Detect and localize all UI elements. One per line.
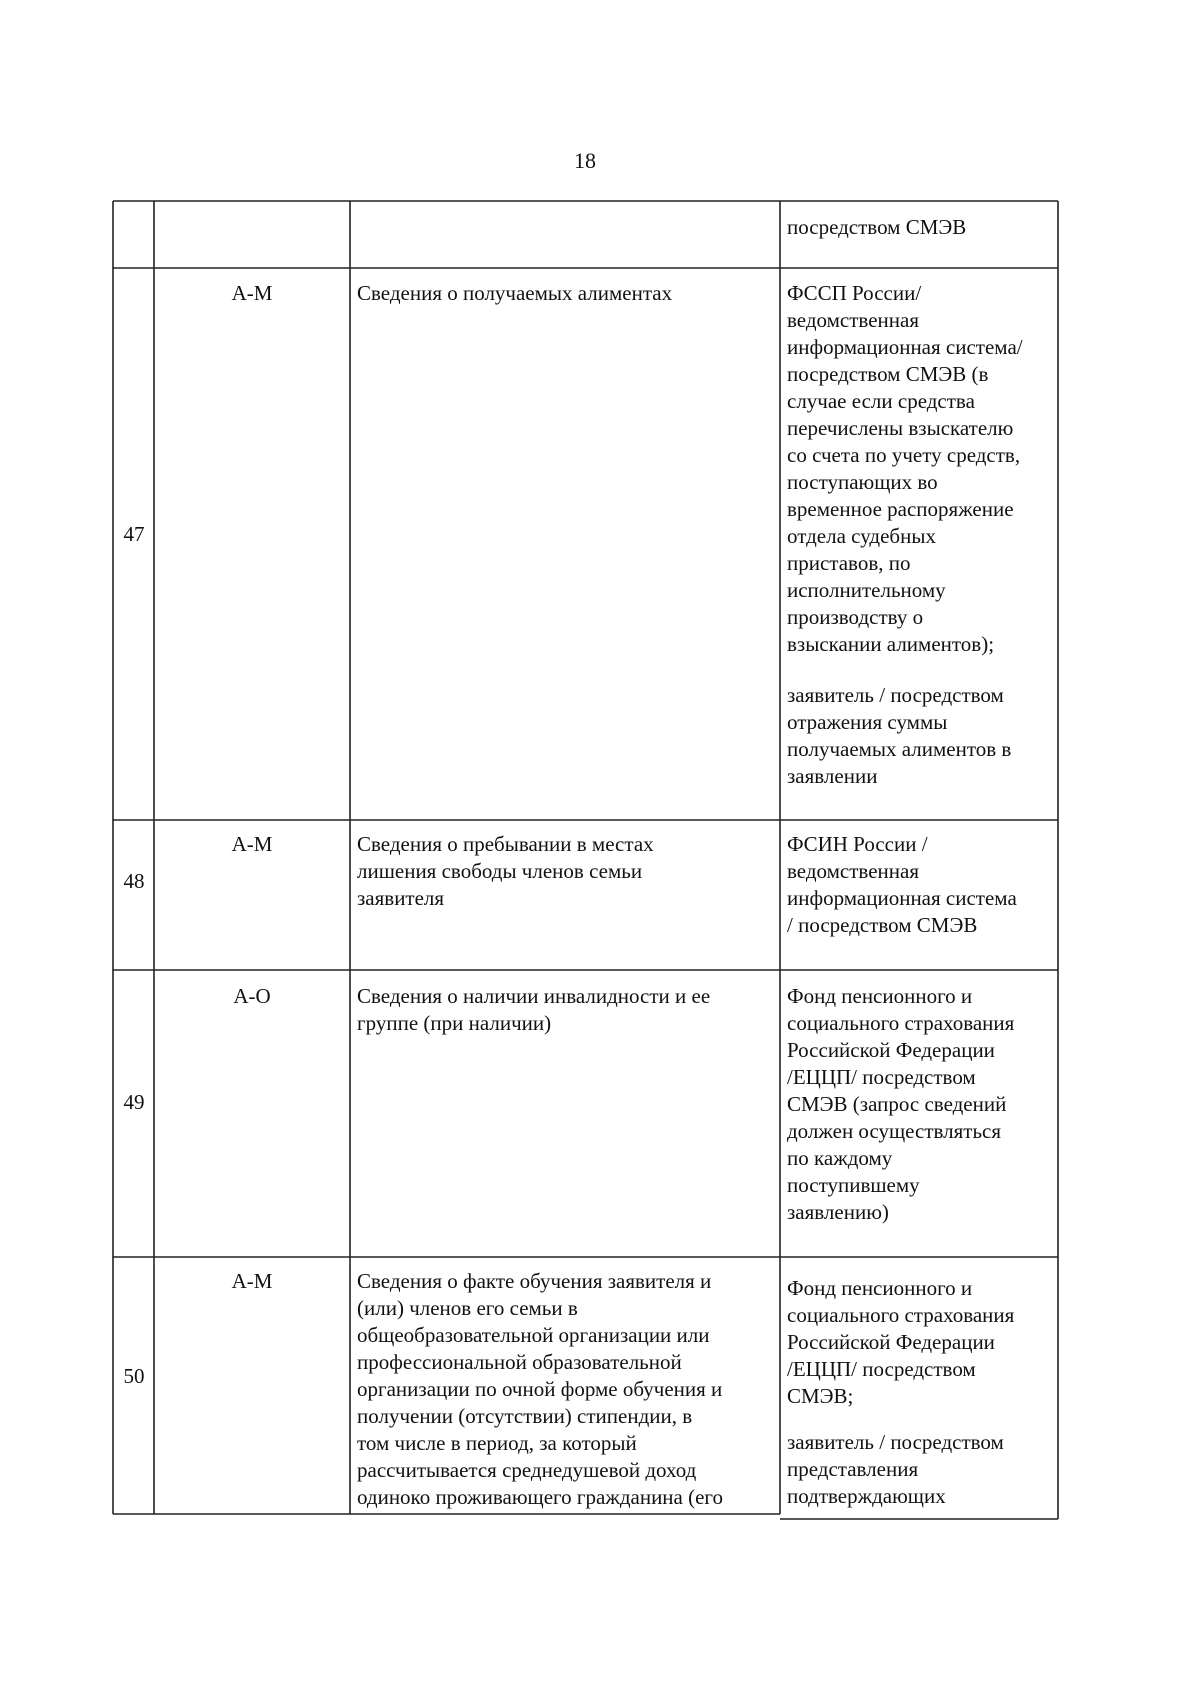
row-48-source: ФСИН России / ведомственная информационная система / посредством СМЭВ <box>787 832 1017 937</box>
row-47-source-primary: ФССП России/ ведомственная информационная система/ посредством СМЭВ (в случае если средства перечислены взыскателю со счета по учету средств, поступающих во временное распоряжение отдела судебных приставов, по исполнительному производству о взыскании алиментов); <box>787 281 1023 656</box>
row-47-source-secondary: заявитель / посредством отражения суммы получаемых алиментов в заявлении <box>787 683 1012 788</box>
row-47-number: 47 <box>123 522 145 546</box>
row-50-description: Сведения о факте обучения заявителя и (или) членов его семьи в общеобразовательной организации или профессиональной образовательной организации по очной форме обучения и получении (отсутствии) стипендии, в том числе в период, за который рассчитывается среднедушевой доход одиноко проживающего гражданина (его <box>357 1269 724 1509</box>
page-number: 18 <box>574 148 596 173</box>
row-50-number: 50 <box>123 1364 145 1388</box>
row-49-number: 49 <box>123 1090 145 1114</box>
row-50-source-primary: Фонд пенсионного и социального страхования Российской Федерации /ЕЦЦП/ посредством СМЭВ; <box>787 1276 1015 1408</box>
row-48-number: 48 <box>123 869 145 893</box>
row-49-description: Сведения о наличии инвалидности и ее группе (при наличии) <box>357 984 711 1035</box>
row-50-code: А-М <box>231 1269 273 1293</box>
row-49-code: А-О <box>233 984 271 1008</box>
table-continuation-source: посредством СМЭВ <box>787 215 967 239</box>
row-48-code: А-М <box>231 832 273 856</box>
row-49-source: Фонд пенсионного и социального страхования Российской Федерации /ЕЦЦП/ посредством СМЭВ (запрос сведений должен осуществляться по каждому поступившему заявлению) <box>787 984 1015 1224</box>
row-50-source-secondary: заявитель / посредством представления подтверждающих <box>787 1430 1004 1508</box>
row-48-description: Сведения о пребывании в местах лишения свободы членов семьи заявителя <box>357 832 654 910</box>
row-47-description: Сведения о получаемых алиментах <box>357 281 673 305</box>
row-47-code: А-М <box>231 281 273 305</box>
